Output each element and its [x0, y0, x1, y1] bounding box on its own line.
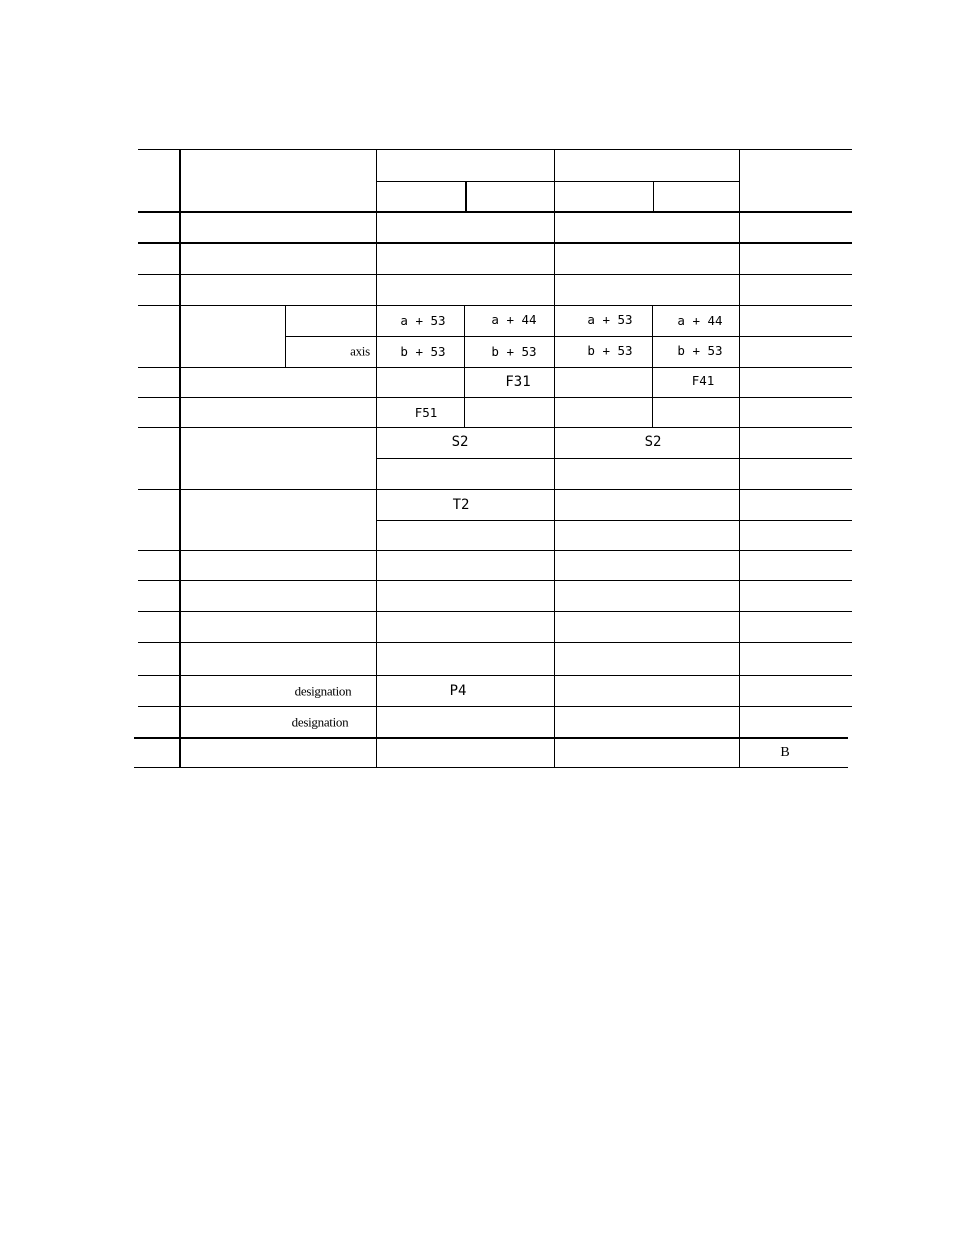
cell-a-offset-3: a + 53 — [587, 311, 633, 327]
rule-col-a-sub-body-1 — [464, 305, 465, 428]
rule-row-3 — [138, 305, 852, 306]
cell-a-offset-2: a + 44 — [491, 311, 537, 327]
cell-p4: P4 — [449, 683, 467, 699]
rule-row-8 — [138, 489, 852, 490]
cell-b-offset-3: b + 53 — [587, 342, 633, 358]
cell-axis-label: axis — [350, 343, 370, 359]
rule-col-label-split — [285, 305, 286, 367]
rule-row-14 — [138, 706, 852, 707]
rule-col-remarks — [739, 149, 740, 768]
cell-s2-right: S2 — [644, 434, 662, 450]
cell-b-offset-4: b + 53 — [677, 342, 723, 358]
cell-f51: F51 — [414, 404, 438, 420]
rule-row-1 — [138, 242, 852, 244]
rule-row-4-sub — [285, 336, 852, 337]
cell-a-offset-4: a + 44 — [677, 312, 723, 328]
rule-row-5 — [138, 367, 852, 368]
rule-col-b-sub-body — [652, 305, 653, 428]
cell-b-remark: B — [780, 745, 790, 760]
rule-row-11 — [138, 611, 852, 612]
rule-row-7 — [138, 427, 852, 428]
rule-col-index — [179, 149, 181, 768]
rule-row-8-sub — [377, 520, 852, 521]
rule-bottom — [134, 767, 848, 768]
cell-a-offset-1: a + 53 — [400, 312, 446, 328]
cell-designation-label-1: designation — [294, 683, 352, 699]
rule-row-7-sub — [377, 458, 852, 459]
cell-f31: F31 — [505, 374, 531, 390]
cell-s2-left: S2 — [451, 434, 469, 450]
rule-header-bottom — [138, 211, 852, 213]
rule-row-10 — [138, 580, 852, 581]
rule-row-13 — [138, 675, 852, 676]
rule-col-group-a — [376, 149, 377, 768]
rule-row-15 — [134, 737, 848, 739]
cell-t2: T2 — [452, 497, 470, 513]
rule-col-b-sub-header — [653, 181, 654, 212]
rule-col-a-sub-header — [465, 181, 467, 212]
rule-row-2 — [138, 274, 852, 275]
cell-b-offset-2: b + 53 — [491, 343, 537, 359]
rule-top — [138, 149, 852, 150]
rule-col-group-b — [554, 149, 555, 768]
cell-f41: F41 — [691, 372, 715, 388]
cell-designation-label-2: designation — [291, 714, 349, 730]
cell-b-offset-1: b + 53 — [400, 343, 446, 359]
rule-row-6 — [138, 397, 852, 398]
rule-row-12 — [138, 642, 852, 643]
rule-header-sub — [377, 181, 740, 182]
rule-row-9 — [138, 550, 852, 551]
